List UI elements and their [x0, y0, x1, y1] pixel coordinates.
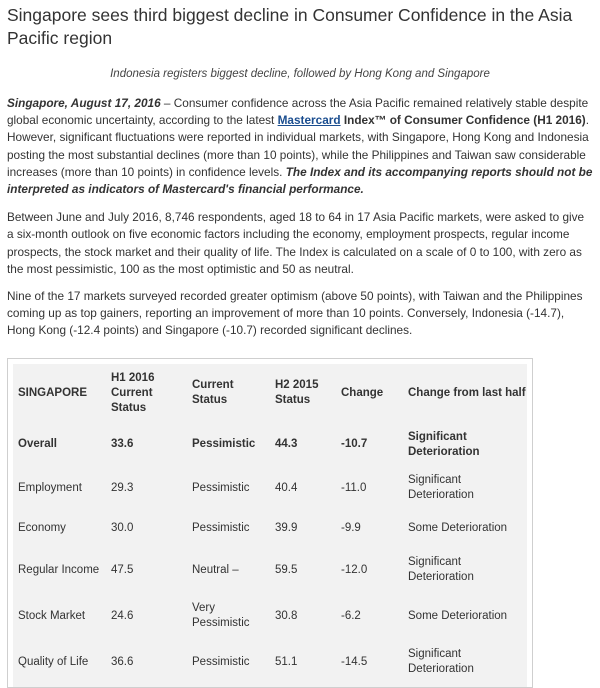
cell: -14.5	[341, 655, 368, 668]
cell: -12.0	[341, 563, 368, 576]
header-cell: Current Status	[192, 379, 234, 406]
article	[7, 0, 593, 675]
table-row	[13, 639, 527, 685]
cell: 47.5	[111, 563, 134, 576]
paragraph-intro	[7, 95, 593, 198]
article-title: Singapore sees third biggest decline in Consumer Confidence in the Asia Pacific region	[7, 5, 573, 48]
header-cell: Change	[341, 386, 384, 399]
cell: 33.6	[111, 438, 134, 450]
cell: Significant Deterioration	[408, 556, 474, 583]
cell: Some Deterioration	[408, 609, 508, 622]
cell: 30.8	[275, 609, 298, 622]
paragraph-method: Between June and July 2016, 8,746 respondents, aged 18 to 64 in 17 Asia Pacific markets, were asked to give a six-month outlook on five economic factors including the economy, employment prospects, regular income prospects, the stock market and their quality of life. The Index is calculated on a scale of 0 to 100, with zero as the most pessimistic, 100 as the most optimistic and 50 as neutral.	[7, 210, 585, 276]
header-cell: Change from last half	[408, 386, 526, 399]
cell: 36.6	[111, 655, 134, 668]
dateline: Singapore, August 17, 2016	[7, 96, 161, 110]
table-row	[13, 593, 527, 639]
cell: Significant Deterioration	[408, 430, 480, 458]
cell: Stock Market	[18, 609, 86, 622]
table-row	[13, 467, 527, 509]
cell: 40.4	[275, 481, 298, 494]
data-table	[13, 364, 527, 685]
cell: -11.0	[341, 481, 367, 494]
cell: Significant Deterioration	[408, 474, 474, 501]
intro-text-a: – Consumer confidence across the Asia Pacific remained relatively stable despite global economic uncertainty, according to the latest	[7, 96, 589, 128]
cell: 29.3	[111, 481, 134, 494]
header-cell: SINGAPORE	[18, 386, 88, 399]
table-header-row	[13, 364, 527, 422]
index-name: Index™ of Consumer Confidence (H1 2016)	[340, 113, 586, 128]
cell: 44.3	[275, 438, 298, 450]
cell: 59.5	[275, 563, 298, 576]
cell: -9.9	[341, 521, 361, 534]
cell: 39.9	[275, 521, 298, 534]
cell: Overall	[18, 438, 57, 450]
cell: Quality of Life	[18, 655, 89, 668]
intro-text-b: . However, significant fluctuations were reported in individual markets, with Singapore, Hong Kong and Indonesia posting the most substantial declines (more than 10 points), while the Philippines and Taiwan saw considerable increases (more than 10 points) in confidence levels.	[7, 113, 590, 179]
cell: Regular Income	[18, 563, 100, 576]
cell: Some Deterioration	[408, 521, 508, 534]
header-cell: H2 2015 Status	[275, 379, 319, 406]
cell: Economy	[18, 521, 66, 534]
table-row	[13, 547, 527, 593]
table-row-overall	[13, 422, 527, 467]
mastercard-link[interactable]: Mastercard	[277, 113, 341, 128]
cell: -10.7	[341, 438, 368, 450]
article-subtitle: Indonesia registers biggest decline, followed by Hong Kong and Singapore	[110, 68, 490, 80]
cell: 24.6	[111, 609, 134, 622]
disclaimer: The Index and its accompanying reports should not be interpreted as indicators of Mastercard's financial performance.	[7, 164, 593, 197]
cell: Pessimistic	[192, 438, 256, 450]
cell: Neutral –	[192, 563, 239, 576]
cell: -6.2	[341, 609, 361, 622]
header-cell: H1 2016 Current Status	[111, 371, 155, 414]
cell: Pessimistic	[192, 655, 250, 668]
cell: Employment	[18, 481, 82, 494]
table-row	[13, 509, 527, 547]
paragraph-results: Nine of the 17 markets surveyed recorded greater optimism (above 50 points), with Taiwan and the Philippines coming up as top gainers, reporting an improvement of more than 10 points. Conversely, Indonesia (-14.7), Hong Kong (-12.4 points) and Singapore (-10.7) recorded significant declines.	[7, 289, 583, 338]
cell: Pessimistic	[192, 481, 250, 494]
cell: 51.1	[275, 655, 298, 668]
singapore-table	[7, 358, 533, 688]
cell: 30.0	[111, 521, 134, 534]
cell: Significant Deterioration	[408, 648, 474, 675]
cell: Pessimistic	[192, 521, 250, 534]
cell: Very Pessimistic	[192, 602, 250, 629]
